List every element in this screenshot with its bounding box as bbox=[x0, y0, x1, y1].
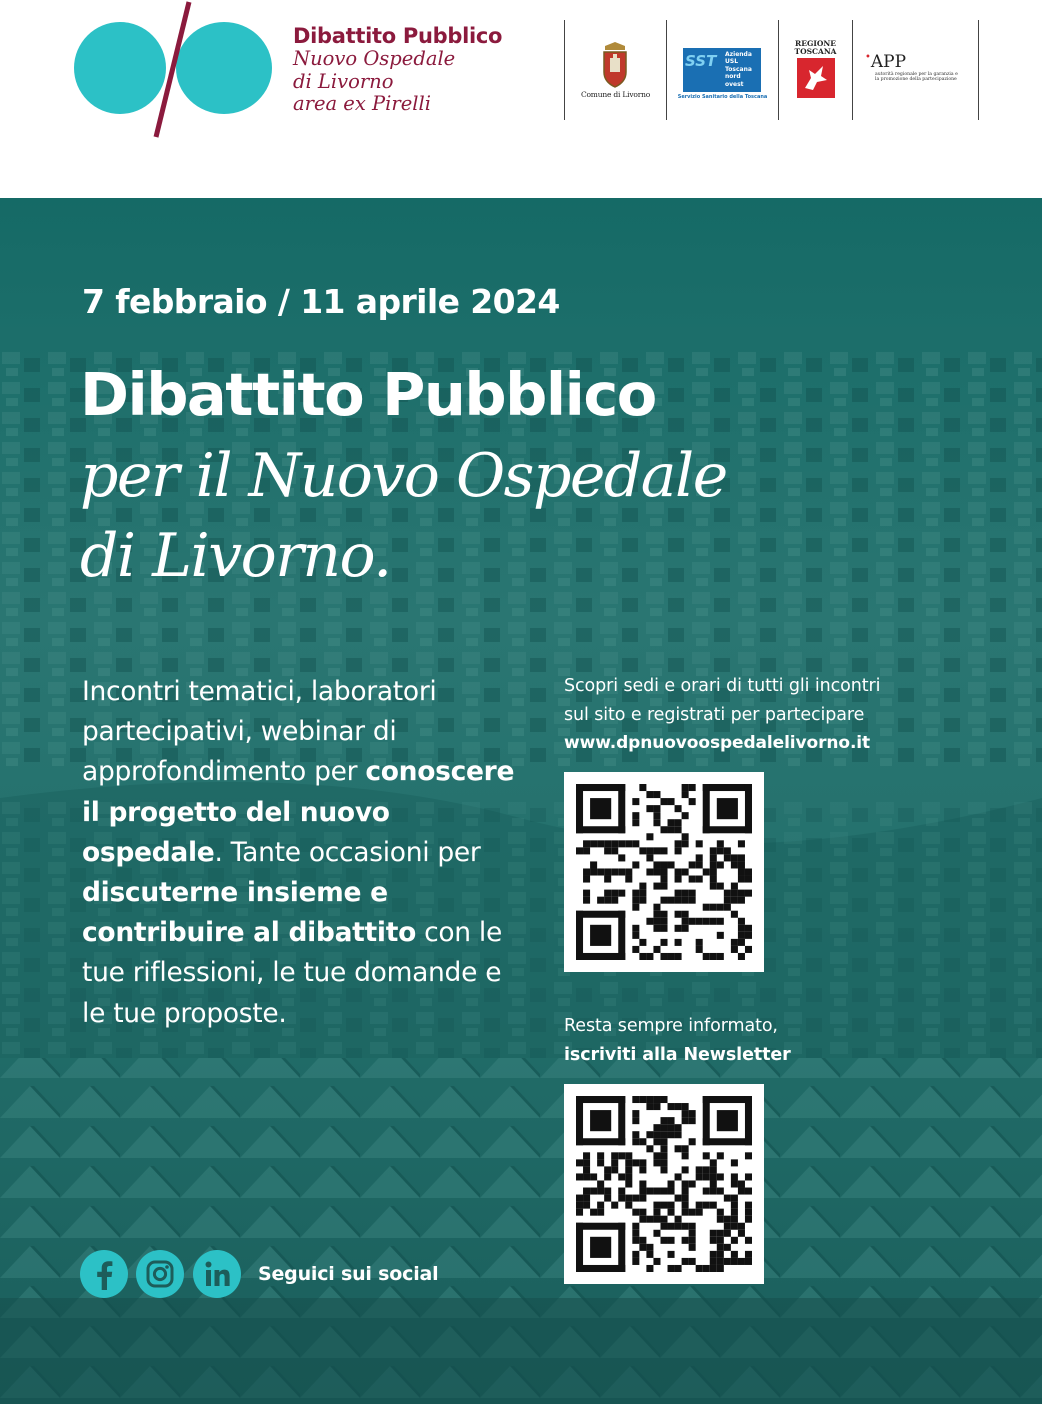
app-caption-line: la promozione della partecipazione bbox=[875, 77, 957, 83]
regione-line: REGIONE bbox=[795, 39, 836, 48]
usl-badge-text: SST bbox=[685, 52, 717, 70]
partner-logos bbox=[564, 20, 980, 120]
body-text-segment: Incontri tematici, laboratori partecipativi, webinar di approfondimento per bbox=[82, 676, 437, 788]
body-text-segment: con le tue riflessioni, le tue domande e le tue proposte. bbox=[82, 917, 502, 1029]
regione-text bbox=[779, 40, 852, 56]
pegasus-flag-icon bbox=[797, 58, 835, 98]
brand-line: di Livorno bbox=[293, 69, 394, 93]
date-range: 7 febbraio / 11 aprile 2024 bbox=[82, 282, 560, 321]
instagram-icon[interactable] bbox=[136, 1250, 184, 1298]
usl-caption: Servizio Sanitario della Toscana bbox=[677, 94, 768, 100]
newsletter-qr-code[interactable] bbox=[564, 1084, 764, 1284]
app-caption bbox=[875, 72, 958, 83]
brand-line: Nuovo Ospedale bbox=[293, 47, 456, 70]
social-label: Seguici sui social bbox=[258, 1263, 439, 1285]
newsletter-cta: iscriviti alla Newsletter bbox=[564, 1044, 791, 1065]
qr-code-icon bbox=[576, 1096, 752, 1272]
usl-toscana-logo bbox=[667, 20, 778, 120]
usl-line: USL bbox=[725, 58, 739, 66]
main-title: Dibattito Pubblico bbox=[80, 360, 656, 429]
social-links bbox=[78, 1250, 498, 1300]
usl-line: nord ovest bbox=[725, 73, 744, 88]
divider bbox=[978, 20, 979, 120]
brand-line: area ex Pirelli bbox=[293, 92, 431, 115]
linkedin-icon[interactable] bbox=[193, 1250, 241, 1298]
usl-line: Azienda bbox=[725, 51, 752, 58]
facebook-icon[interactable] bbox=[80, 1250, 128, 1298]
regione-toscana-logo bbox=[779, 20, 852, 120]
qr-code-icon bbox=[576, 784, 752, 960]
website-link[interactable]: www.dpnuovoospedalelivorno.it bbox=[564, 733, 871, 753]
comune-caption: Comune di Livorno bbox=[580, 90, 651, 99]
info-block bbox=[564, 672, 994, 758]
app-caption-line: autorità regionale per la garanzia e bbox=[875, 72, 958, 77]
usl-text bbox=[725, 51, 761, 88]
body-text-bold: discuterne insieme e contribuire al dibattito bbox=[82, 877, 416, 949]
header bbox=[0, 0, 1042, 198]
newsletter-block bbox=[564, 1012, 994, 1069]
body-text-segment: . Tante occasioni per bbox=[214, 836, 481, 868]
subtitle-line: per il Nuovo Ospedale bbox=[80, 441, 727, 511]
usl-badge bbox=[683, 48, 761, 92]
regione-line: TOSCANA bbox=[794, 47, 837, 56]
app-title: •APP bbox=[865, 52, 907, 72]
dibattito-pubblico-logo bbox=[72, 0, 278, 142]
body-text bbox=[82, 672, 522, 1034]
body-text-bold: conoscere il progetto del nuovo ospedale bbox=[82, 756, 515, 868]
usl-line: Toscana bbox=[725, 65, 752, 73]
info-line: sul sito e registrati per partecipare bbox=[564, 704, 865, 725]
poster bbox=[0, 198, 1042, 1404]
newsletter-line: Resta sempre informato, bbox=[564, 1016, 778, 1036]
crest-icon bbox=[601, 42, 629, 88]
website-qr-code[interactable] bbox=[564, 772, 764, 972]
brand-title: Dibattito Pubblico bbox=[293, 24, 503, 48]
brand-text bbox=[293, 24, 543, 116]
app-logo bbox=[853, 20, 979, 120]
subtitle-line: di Livorno. bbox=[80, 521, 391, 591]
app-title-text: APP bbox=[870, 52, 907, 72]
comune-di-livorno-logo bbox=[565, 20, 666, 120]
info-line: Scopri sedi e orari di tutti gli incontri bbox=[564, 676, 881, 696]
